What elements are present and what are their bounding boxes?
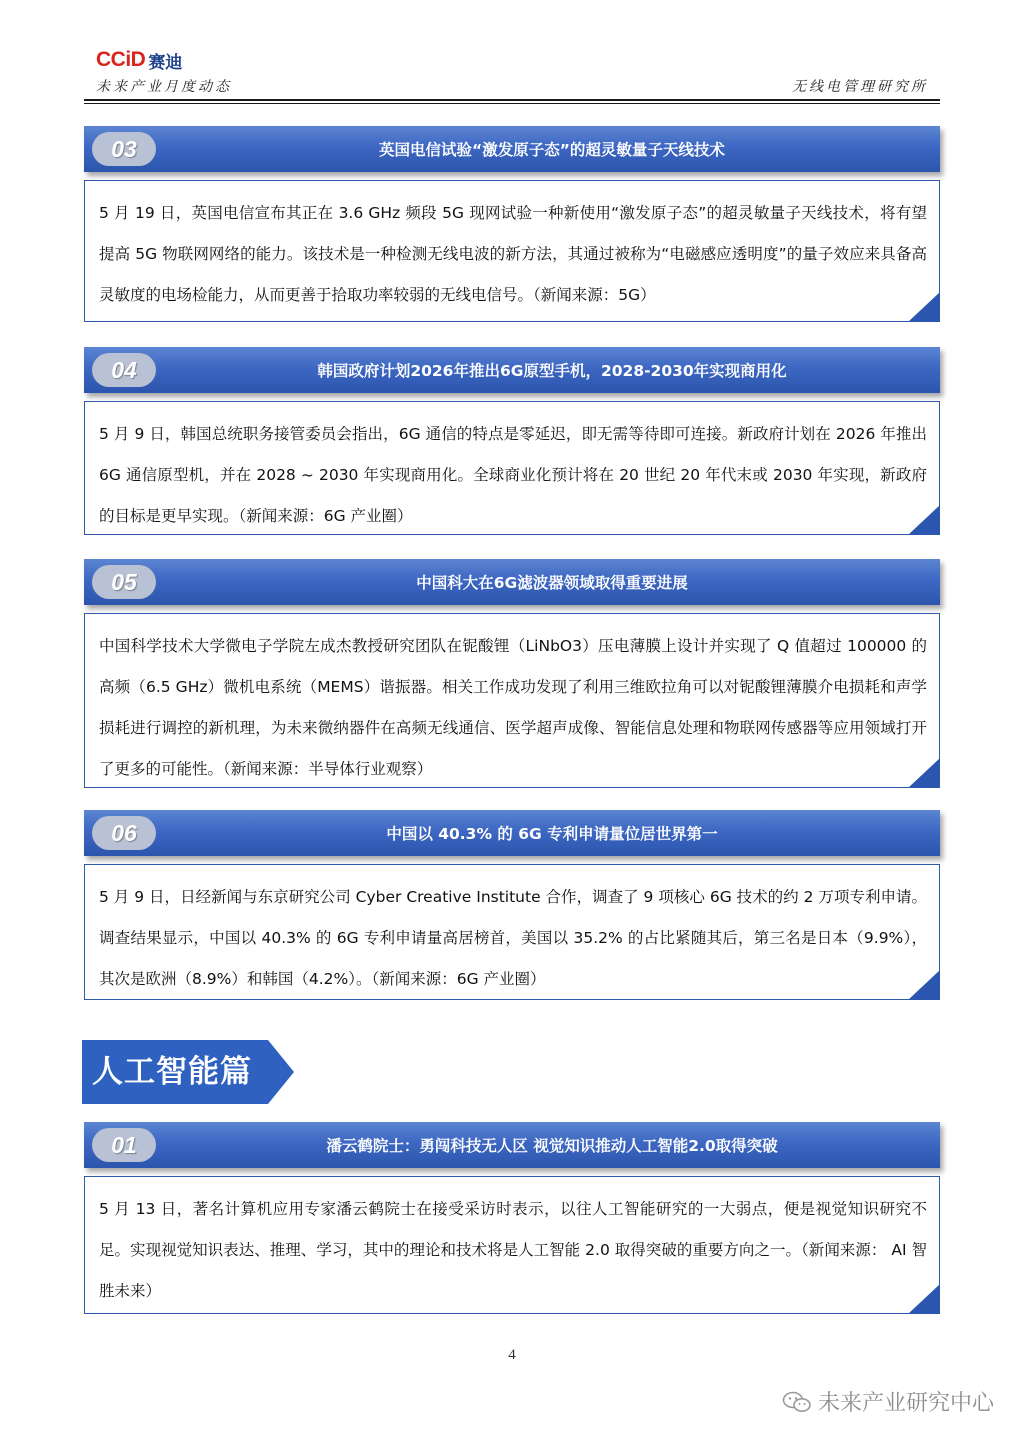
corner-triangle xyxy=(908,758,940,788)
watermark-text: 未来产业研究中心 xyxy=(817,1391,994,1416)
news-item xyxy=(84,347,940,535)
report-title: 未来产业月度动态 xyxy=(96,79,232,95)
institute-name: 无线电管理研究所 xyxy=(792,79,928,95)
news-body xyxy=(84,1176,940,1314)
wechat-icon xyxy=(782,1390,812,1414)
news-body-text: 5 月 19 日，英国电信宣布其正在 3.6 GHz 频段 5G 现网试验一种新使用“激发原子态”的超灵敏量子天线技术，将有望提高 5G 物联网网络的能力。该技术是一种检测无线电波的新方法，其通过被称为“电磁感应透明度”的量子效应来具备高灵敏度的电场检能力，从而更善于拾取功率较弱的无线电信号。（新闻来源：5G） xyxy=(99,204,927,304)
logo-brand: CCiD xyxy=(96,48,146,71)
news-title-bar xyxy=(84,810,940,856)
news-number-badge: 06 xyxy=(92,816,156,850)
news-title-bar xyxy=(84,1122,940,1168)
section-title: 人工智能篇 xyxy=(92,1054,252,1090)
news-item xyxy=(84,1122,940,1314)
corner-triangle xyxy=(908,292,940,322)
news-body xyxy=(84,613,940,788)
news-title: 潘云鹤院士：勇闯科技无人区 视觉知识推动人工智能2.0取得突破 xyxy=(326,1137,778,1155)
news-body xyxy=(84,401,940,535)
news-body-text: 5 月 9 日，日经新闻与东京研究公司 Cyber Creative Institute 合作，调查了 9 项核心 6G 技术的约 2 万项专利申请。调查结果显示，中国以 40.3% 的 6G 专利申请量高居榜首，美国以 35.2% 的占比紧随其后，第三名是日本（9.9%），其次是欧洲（8.9%）和韩国（4.2%）。（新闻来源：6G 产业圈） xyxy=(99,888,927,988)
corner-triangle xyxy=(908,1284,940,1314)
news-item xyxy=(84,810,940,1000)
news-number-badge: 05 xyxy=(92,565,156,599)
news-number-badge: 03 xyxy=(92,132,156,166)
news-body-text: 5 月 9 日，韩国总统职务接管委员会指出，6G 通信的特点是零延迟，即无需等待即可连接。新政府计划在 2026 年推出 6G 通信原型机，并在 2028 ~ 2030 年实现商用化。全球商业化预计将在 20 世纪 20 年代末或 2030 年实现，新政府的目标是更早实现。（新闻来源：6G 产业圈） xyxy=(99,425,927,525)
news-title: 中国科大在6G滤波器领域取得重要进展 xyxy=(416,574,688,592)
news-title-bar xyxy=(84,347,940,393)
header-rule xyxy=(84,99,940,101)
logo-name: 赛迪 xyxy=(148,52,183,73)
header-rule-thin xyxy=(84,103,940,104)
watermark xyxy=(782,1386,994,1417)
news-item xyxy=(84,559,940,788)
news-body xyxy=(84,180,940,322)
corner-triangle xyxy=(908,505,940,535)
page-number: 4 xyxy=(508,1347,516,1363)
news-body-text: 中国科学技术大学微电子学院左成杰教授研究团队在铌酸锂（LiNbO3）压电薄膜上设计并实现了 Q 值超过 100000 的高频（6.5 GHz）微机电系统（MEMS）谐振器。相关工作成功发现了利用三维欧拉角可以对铌酸锂薄膜介电损耗和声学损耗进行调控的新机理，为未来微纳器件在高频无线通信、医学超声成像、智能信息处理和物联网传感器等应用领域打开了更多的可能性。（新闻来源：半导体行业观察） xyxy=(99,637,927,778)
news-number-badge: 04 xyxy=(92,353,156,387)
news-title: 韩国政府计划2026年推出6G原型手机，2028-2030年实现商用化 xyxy=(317,362,787,380)
news-title-bar xyxy=(84,559,940,605)
news-number-badge: 01 xyxy=(92,1128,156,1162)
news-body-text: 5 月 13 日，著名计算机应用专家潘云鹤院士在接受采访时表示，以往人工智能研究的一大弱点，便是视觉知识研究不足。实现视觉知识表达、推理、学习，其中的理论和技术将是人工智能 2.0 取得突破的重要方向之一。（新闻来源： AI 智胜未来） xyxy=(99,1200,927,1300)
news-title: 中国以 40.3% 的 6G 专利申请量位居世界第一 xyxy=(386,825,718,843)
ccid-logo xyxy=(96,48,182,72)
corner-triangle xyxy=(908,970,940,1000)
news-title: 英国电信试验“激发原子态”的超灵敏量子天线技术 xyxy=(379,141,725,159)
news-item xyxy=(84,126,940,322)
news-title-bar xyxy=(84,126,940,172)
news-body xyxy=(84,864,940,1000)
